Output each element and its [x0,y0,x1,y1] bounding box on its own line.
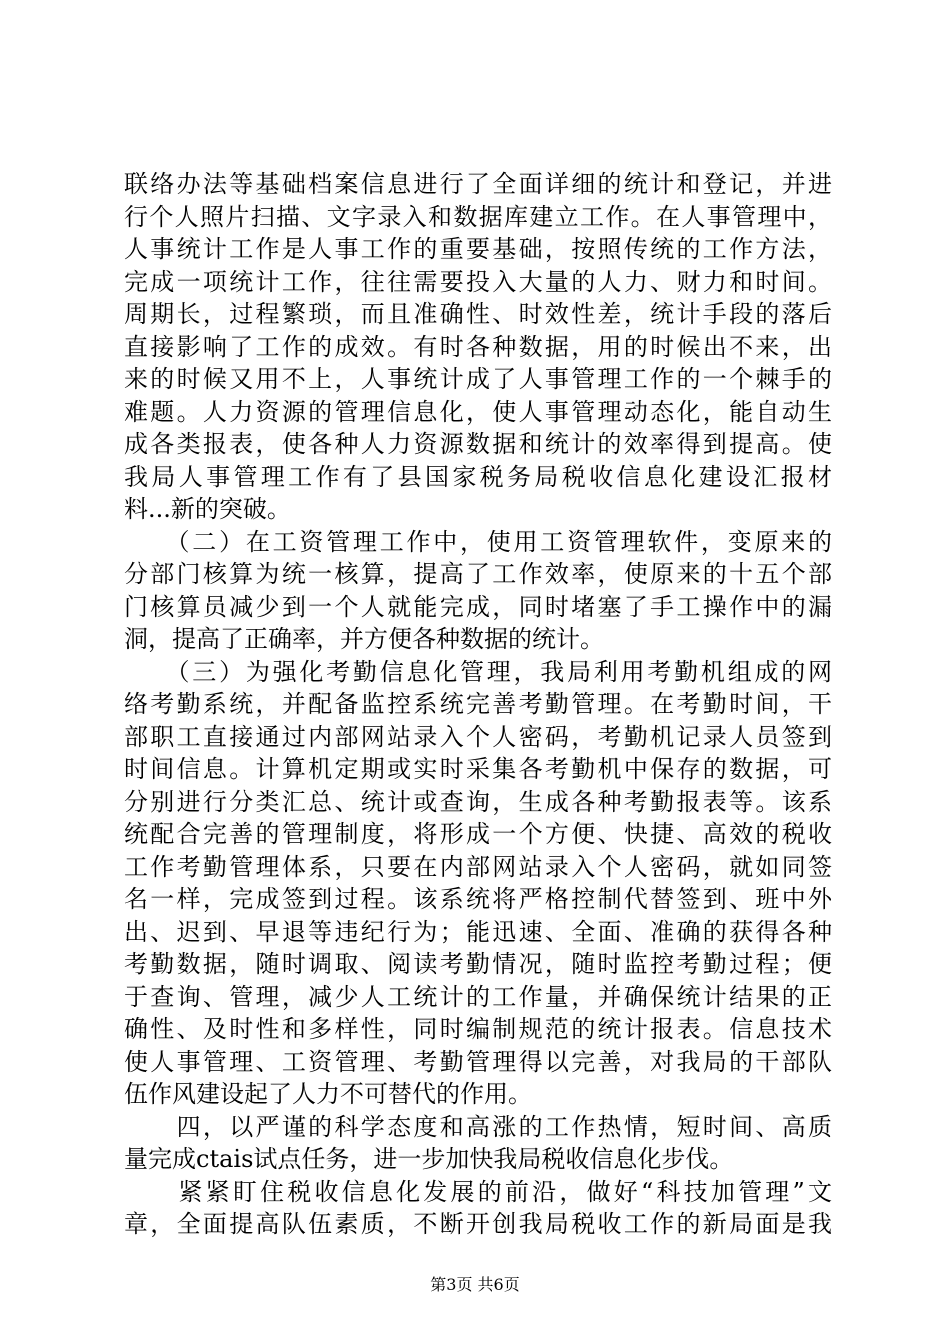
text-line: 考勤数据，随时调取、阅读考勤情况，随时监控考勤过程；便 [124,950,832,978]
text-line: 人事统计工作是人事工作的重要基础，按照传统的工作方法， [124,235,832,263]
text-line: 量完成ctais试点任务，进一步加快我局税收信息化步伐。 [124,1145,734,1173]
page-number-footer: 第3页 共6页 [430,1275,520,1294]
text-line: 行个人照片扫描、文字录入和数据库建立工作。在人事管理中， [124,202,832,231]
text-line: 分别进行分类汇总、统计或查询，生成各种考勤报表等。该系 [124,787,832,816]
text-line: 章，全面提高队伍素质，不断开创我局税收工作的新局面是我 [124,1210,832,1238]
text-line: （三）为强化考勤信息化管理，我局利用考勤机组成的网 [124,657,832,686]
text-line: 伍作风建设起了人力不可替代的作用。 [124,1080,532,1108]
text-line: 时间信息。计算机定期或实时采集各考勤机中保存的数据，可 [124,755,832,783]
text-line: 分部门核算为统一核算，提高了工作效率，使原来的十五个部 [124,560,832,588]
text-line: 名一样，完成签到过程。该系统将严格控制代替签到、班中外 [124,885,832,913]
text-line: 部职工直接通过内部网站录入个人密码，考勤机记录人员签到 [124,722,832,751]
text-line: 四，以严谨的科学态度和高涨的工作热情，短时间、高质 [124,1112,832,1141]
text-line: 难题。人力资源的管理信息化，使人事管理动态化，能自动生 [124,397,832,426]
text-line: 完成一项统计工作，往往需要投入大量的人力、财力和时间。 [124,267,832,296]
text-line: 成各类报表，使各种人力资源数据和统计的效率得到提高。使 [124,430,832,458]
text-line: 联络办法等基础档案信息进行了全面详细的统计和登记，并进 [124,170,832,198]
text-line: 周期长，过程繁琐，而且准确性、时效性差，统计手段的落后 [124,300,832,328]
text-line: 于查询、管理，减少人工统计的工作量，并确保统计结果的正 [124,982,832,1011]
text-line: 料...新的突破。 [124,495,291,523]
text-line: 络考勤系统，并配备监控系统完善考勤管理。在考勤时间，干 [124,690,832,718]
text-line: 来的时候又用不上，人事统计成了人事管理工作的一个棘手的 [124,365,832,393]
text-line: 门核算员减少到一个人就能完成，同时堵塞了手工操作中的漏 [124,592,832,621]
text-line: 使人事管理、工资管理、考勤管理得以完善，对我局的干部队 [124,1047,832,1076]
text-line: 紧紧盯住税收信息化发展的前沿，做好“科技加管理”文 [124,1177,832,1206]
text-line: 洞，提高了正确率，并方便各种数据的统计。 [124,625,604,653]
text-line: 统配合完善的管理制度，将形成一个方便、快捷、高效的税收 [124,820,832,848]
text-line: 确性、及时性和多样性，同时编制规范的统计报表。信息技术 [124,1015,832,1043]
text-line: 工作考勤管理体系，只要在内部网站录入个人密码，就如同签 [124,852,832,881]
text-line: 直接影响了工作的成效。有时各种数据，用的时候出不来，出 [124,332,832,361]
body-text [124,168,832,1241]
text-line: 出、迟到、早退等违纪行为；能迅速、全面、准确的获得各种 [124,917,832,946]
text-line: （二）在工资管理工作中，使用工资管理软件，变原来的 [124,527,832,556]
text-line: 我局人事管理工作有了县国家税务局税收信息化建设汇报材 [124,462,832,491]
